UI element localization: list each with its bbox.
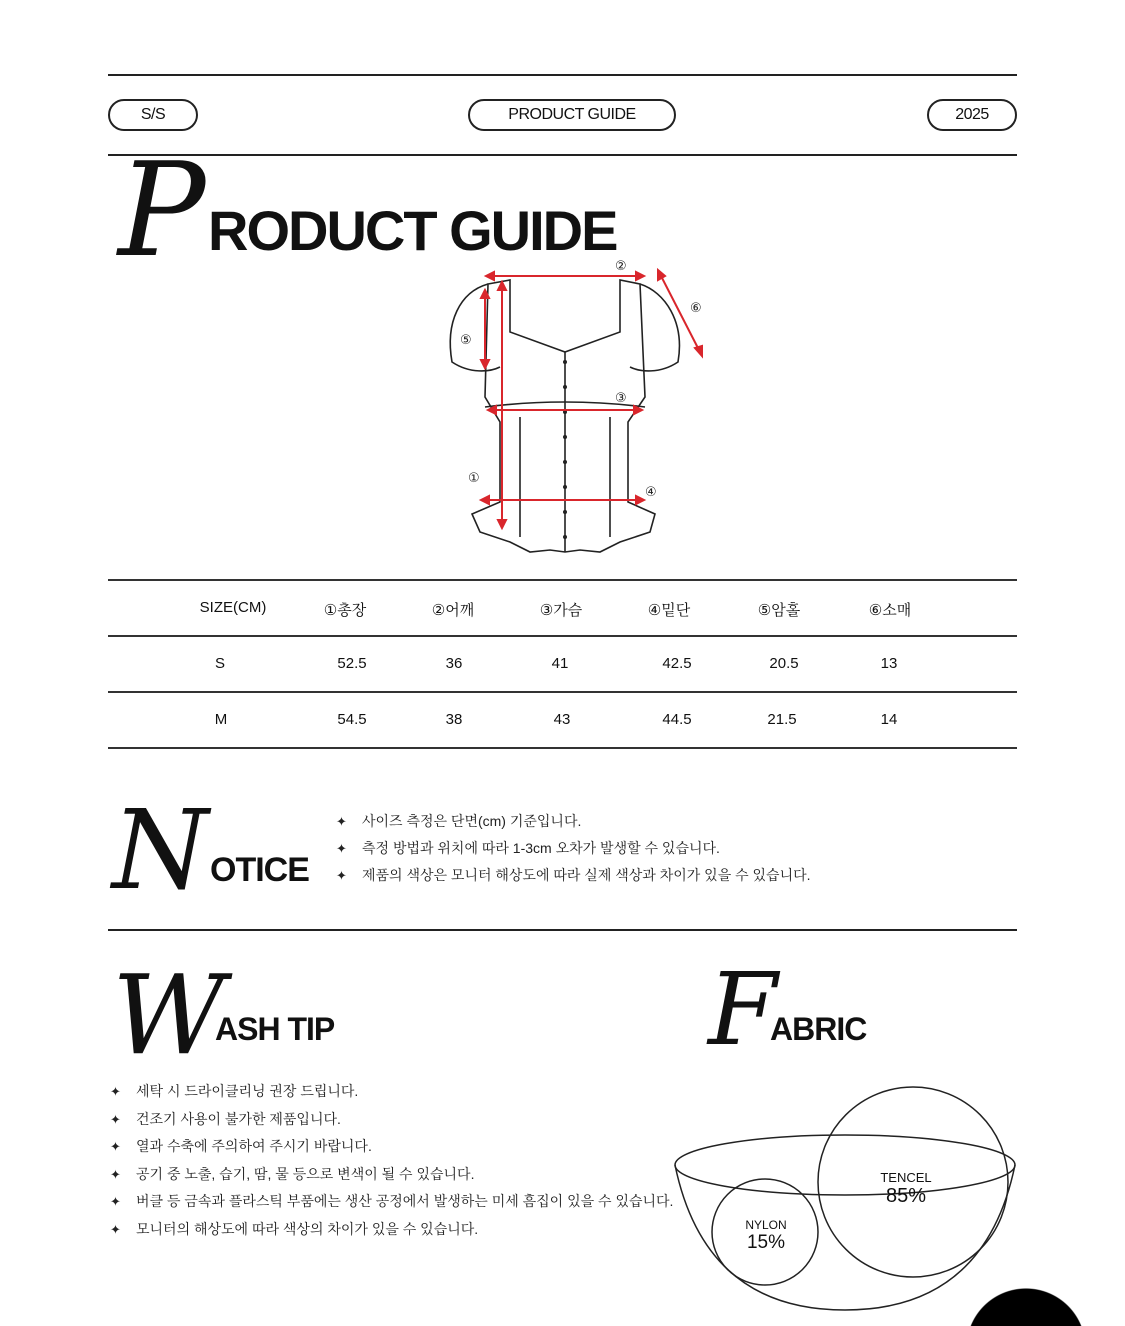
- cell: 54.5: [337, 711, 367, 728]
- garment-measurement-diagram: [440, 252, 710, 557]
- table-header-row: [108, 579, 1017, 635]
- wash-tip-item: ✦ 건조기 사용이 불가한 제품입니다.: [110, 1106, 673, 1134]
- notice-item: ✦ 측정 방법과 위치에 따라 1-3cm 오차가 발생할 수 있습니다.: [336, 835, 811, 862]
- size-table: [108, 579, 1017, 749]
- cell: 41: [551, 655, 569, 672]
- cell: 43: [553, 711, 571, 728]
- marker-2: ②: [615, 259, 627, 274]
- cell: 42.5: [662, 655, 692, 672]
- fabric-name: NYLON: [745, 1218, 787, 1232]
- marker-1: ①: [468, 471, 480, 486]
- marker-3: ③: [615, 391, 627, 406]
- script-letter-p: P: [118, 134, 206, 286]
- fabric-name: TENCEL: [880, 1170, 932, 1185]
- wash-tip-item: ✦ 열과 수축에 주의하여 주시기 바랍니다.: [110, 1133, 673, 1161]
- nylon-label: [740, 1218, 792, 1254]
- cell: 21.5: [767, 711, 797, 728]
- left-sleeve: [450, 284, 500, 371]
- wash-tip-title: ASH TIP: [215, 1011, 335, 1047]
- season-pill: S/S: [108, 99, 198, 131]
- tencel-label: [880, 1170, 932, 1208]
- header-cell: SIZE(CM): [199, 599, 267, 616]
- header-cell: ⑤암홀: [757, 602, 801, 619]
- divider: [108, 74, 1017, 76]
- wash-tip-item: ✦ 버클 등 금속과 플라스틱 부품에는 생산 공정에서 발생하는 미세 흠집이 있을 수 있습니다.: [110, 1188, 673, 1216]
- cell: 13: [880, 655, 898, 672]
- divider: [108, 929, 1017, 931]
- table-row: [108, 635, 1017, 691]
- fabric-percent: 15%: [746, 1232, 786, 1253]
- header-cell: ③가슴: [539, 602, 583, 619]
- wash-tip-item: ✦ 세탁 시 드라이클리닝 권장 드립니다.: [110, 1078, 673, 1106]
- header-title-pill: PRODUCT GUIDE: [468, 99, 676, 131]
- floating-circle-button[interactable]: [966, 1288, 1086, 1326]
- fabric-title: ABRIC: [770, 1011, 867, 1047]
- marker-4: ④: [645, 485, 657, 500]
- cell: M: [214, 711, 228, 728]
- fabric-composition-diagram: [665, 1085, 1025, 1320]
- marker-5: ⑤: [460, 333, 472, 348]
- notice-list: [336, 808, 811, 889]
- header-cell: ①총장: [323, 602, 367, 619]
- header-cell: ②어깨: [431, 602, 475, 619]
- wash-tip-item: ✦ 공기 중 노출, 습기, 땀, 물 등으로 변색이 될 수 있습니다.: [110, 1161, 673, 1189]
- divider: [108, 154, 1017, 156]
- cell: 20.5: [769, 655, 799, 672]
- notice-item: ✦ 사이즈 측정은 단면(cm) 기준입니다.: [336, 808, 811, 835]
- notice-item: ✦ 제품의 색상은 모니터 해상도에 따라 실제 색상과 차이가 있을 수 있습니다.: [336, 862, 811, 889]
- script-letter-f: F: [708, 951, 778, 1068]
- year-pill: 2025: [927, 99, 1017, 131]
- cell: 44.5: [662, 711, 692, 728]
- script-letter-n: N: [112, 786, 209, 914]
- cell: 36: [445, 655, 463, 672]
- wash-tip-list: [110, 1078, 673, 1243]
- notice-title: OTICE: [210, 851, 309, 889]
- cell: 14: [880, 711, 898, 728]
- fabric-percent: 85%: [885, 1185, 927, 1207]
- cell: 52.5: [337, 655, 367, 672]
- wash-tip-item: ✦ 모니터의 해상도에 따라 색상의 차이가 있을 수 있습니다.: [110, 1216, 673, 1244]
- cell: 38: [445, 711, 463, 728]
- product-guide-title: RODUCT GUIDE: [208, 199, 617, 262]
- script-letter-w: W: [112, 951, 226, 1079]
- table-row: [108, 691, 1017, 749]
- marker-6: ⑥: [690, 301, 702, 316]
- header-cell: ④밑단: [647, 602, 691, 619]
- header-cell: ⑥소매: [868, 602, 912, 619]
- cell: S: [214, 655, 226, 672]
